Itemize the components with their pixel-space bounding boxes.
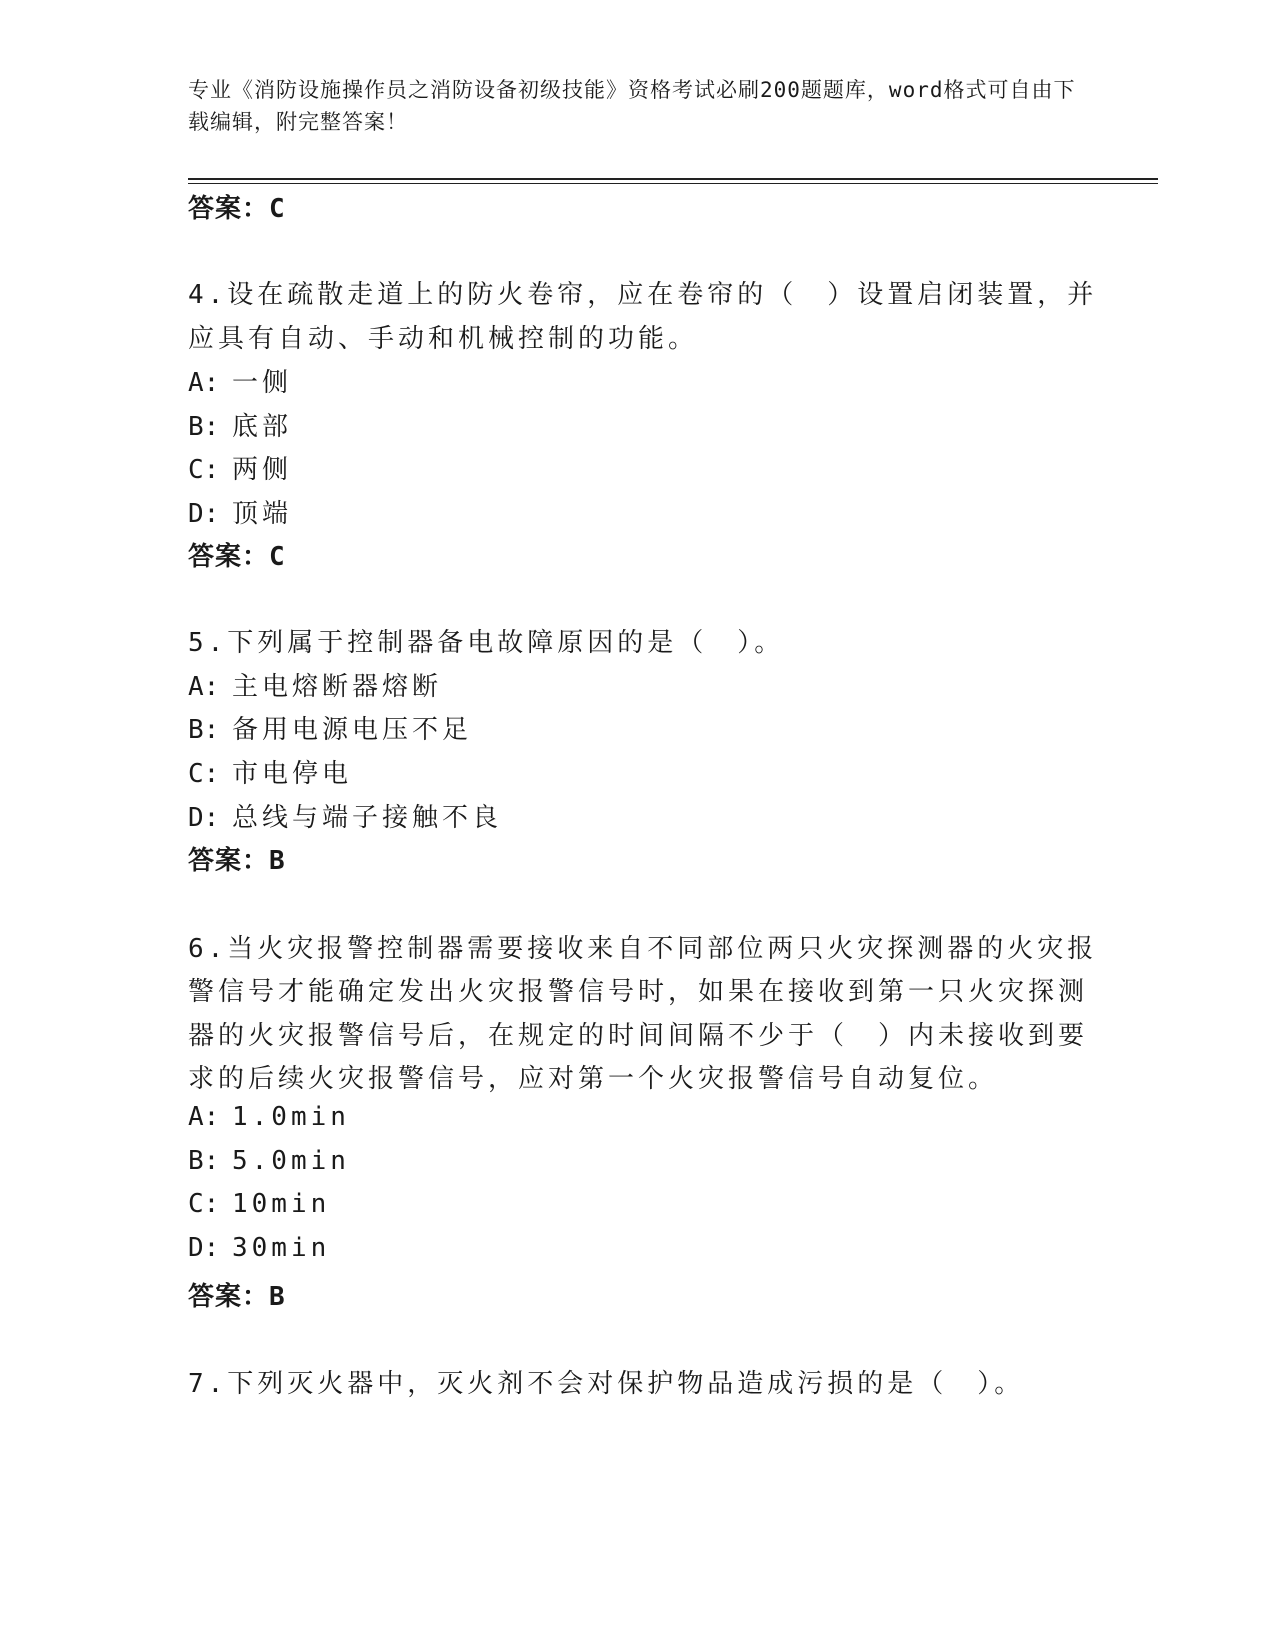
- option-letter: B:: [188, 412, 220, 442]
- question-6-line-2: 警信号才能确定发出火灾报警信号时，如果在接收到第一只火灾探测: [188, 977, 1089, 1007]
- option-letter: B:: [188, 715, 220, 745]
- answer-label: 答案：: [188, 194, 270, 224]
- option-text: 底部: [232, 412, 293, 442]
- option-letter: A:: [188, 1102, 220, 1132]
- option-letter: D:: [188, 499, 220, 529]
- answer-value: B: [269, 846, 286, 876]
- question-4-option-c: [188, 449, 292, 486]
- answer-label: 答案：: [188, 1282, 270, 1312]
- option-text: 一侧: [232, 368, 293, 398]
- question-4-answer: [188, 536, 286, 573]
- header-rule-thin: [188, 183, 1158, 184]
- option-text: 顶端: [232, 499, 293, 529]
- question-5-option-a: [188, 666, 442, 703]
- question-6-option-c: [188, 1189, 330, 1219]
- question-6-option-a: [188, 1102, 350, 1132]
- option-letter: C:: [188, 759, 220, 789]
- option-letter: A:: [188, 672, 220, 702]
- option-letter: C:: [188, 1189, 220, 1219]
- question-5-line-1: 5.下列属于控制器备电故障原因的是（ ）。: [188, 628, 785, 658]
- document-header: 专业《消防设施操作员之消防设备初级技能》资格考试必刷200题题库，word格式可自由下载编辑，附完整答案！: [188, 78, 1076, 134]
- answer-label: 答案：: [188, 846, 270, 876]
- option-letter: A:: [188, 368, 220, 398]
- option-text: 主电熔断器熔断: [232, 672, 443, 702]
- question-6-option-b: [188, 1146, 350, 1176]
- answer-value: B: [269, 1282, 286, 1312]
- answer-value: C: [269, 194, 286, 224]
- option-text: 1.0min: [232, 1102, 350, 1132]
- question-5-answer: [188, 840, 286, 877]
- option-letter: C:: [188, 455, 220, 485]
- option-text: 10min: [232, 1189, 331, 1219]
- option-text: 两侧: [232, 455, 293, 485]
- option-letter: D:: [188, 803, 220, 833]
- header-rule: [188, 178, 1158, 180]
- question-4-line-1: 4.设在疏散走道上的防火卷帘，应在卷帘的（ ）设置启闭装置，并: [188, 280, 1098, 310]
- answer-value: C: [269, 542, 286, 572]
- question-4-option-a: [188, 362, 292, 399]
- option-text: 30min: [232, 1233, 331, 1263]
- option-text: 市电停电: [232, 759, 353, 789]
- option-text: 5.0min: [232, 1146, 350, 1176]
- question-4-option-d: [188, 493, 292, 530]
- option-letter: B:: [188, 1146, 220, 1176]
- question-6-line-1: 6.当火灾报警控制器需要接收来自不同部位两只火灾探测器的火灾报: [188, 934, 1098, 964]
- question-4-line-2: 应具有自动、手动和机械控制的功能。: [188, 324, 699, 354]
- option-text: 备用电源电压不足: [232, 715, 473, 745]
- question-6-answer: [188, 1276, 286, 1313]
- answer-line: [188, 188, 286, 225]
- question-5-option-b: [188, 709, 472, 746]
- option-text: 总线与端子接触不良: [232, 803, 503, 833]
- option-letter: D:: [188, 1233, 220, 1263]
- question-6-option-d: [188, 1233, 330, 1263]
- question-7-line-1: 7.下列灭火器中，灭火剂不会对保护物品造成污损的是（ ）。: [188, 1369, 1025, 1399]
- question-6-line-4: 求的后续火灾报警信号，应对第一个火灾报警信号自动复位。: [188, 1064, 999, 1094]
- question-5-option-d: [188, 797, 502, 834]
- answer-label: 答案：: [188, 542, 270, 572]
- question-6-line-3: 器的火灾报警信号后，在规定的时间间隔不少于（ ）内未接收到要: [188, 1021, 1089, 1051]
- question-5-option-c: [188, 753, 352, 790]
- question-4-option-b: [188, 406, 292, 443]
